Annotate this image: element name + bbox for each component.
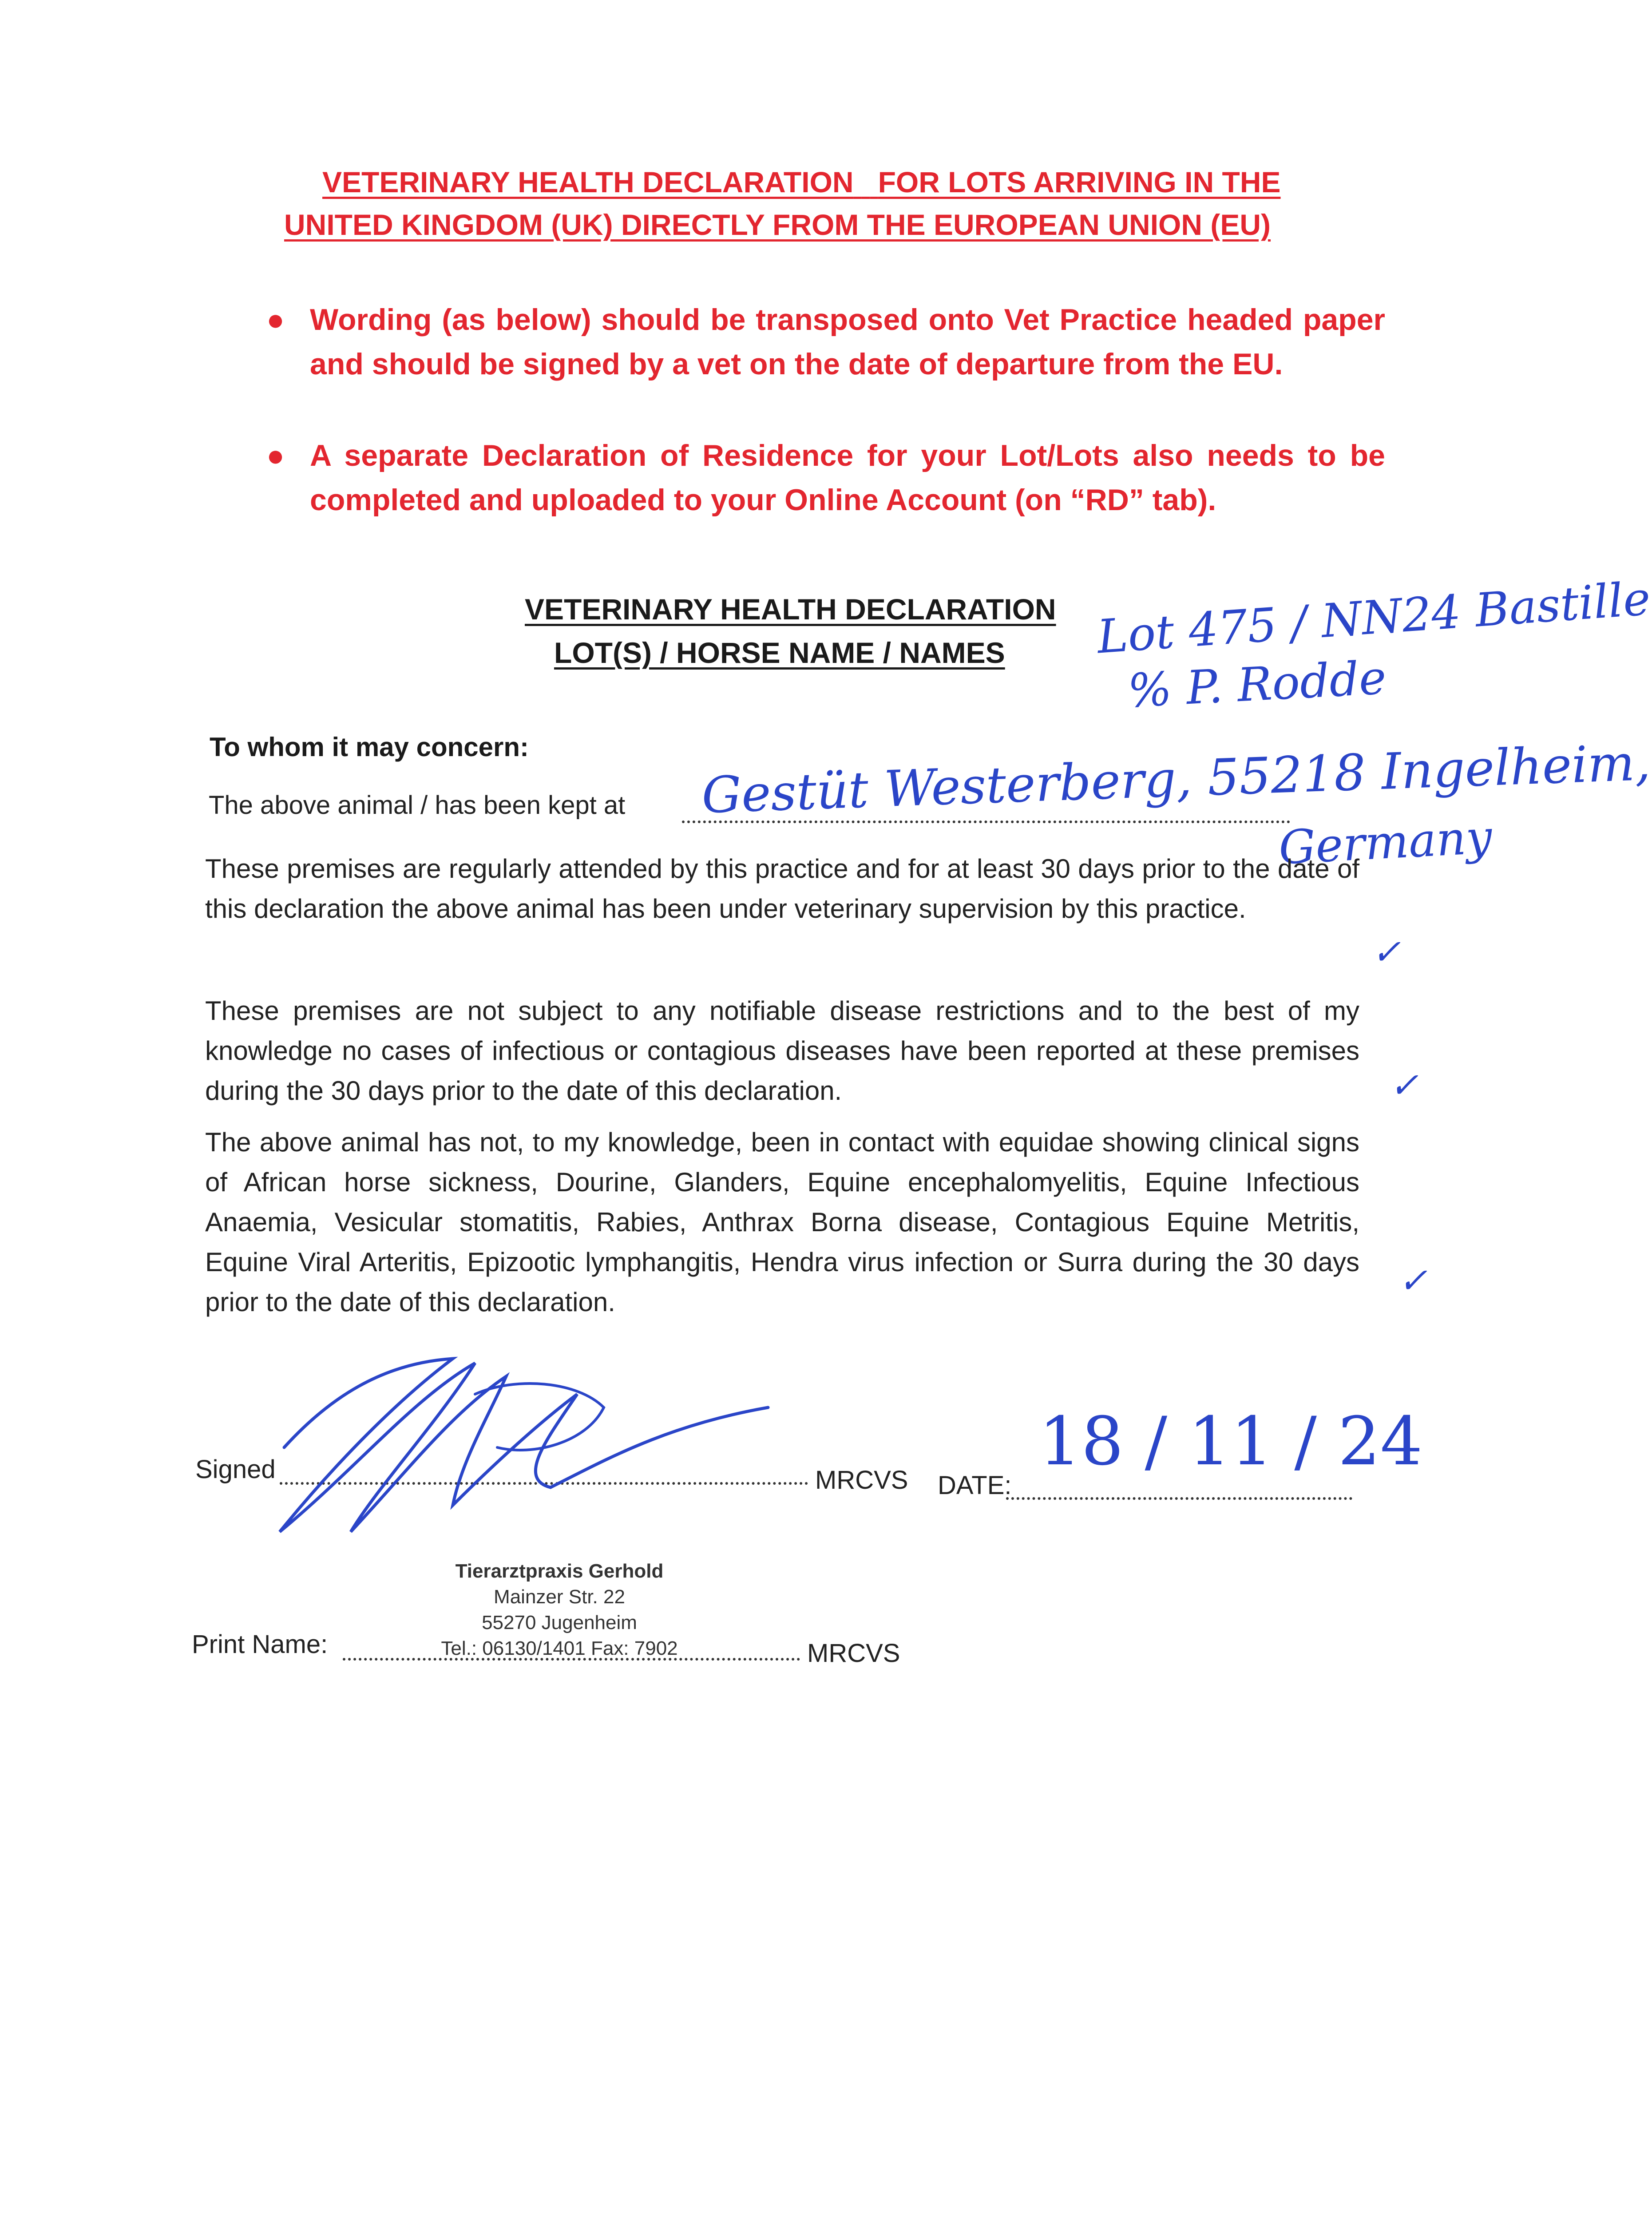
print-name-dotted-line: [343, 1658, 800, 1661]
lot-horse-name-heading: LOT(S) / HORSE NAME / NAMES: [554, 636, 1005, 669]
paragraph-supervision: These premises are regularly attended by this practice and for at least 30 days prior to the date of this declaration the above animal has been under veterinary supervision by this practice.: [205, 854, 1359, 924]
signature-scribble: [266, 1345, 799, 1541]
print-name-label: Print Name:: [192, 1630, 328, 1659]
bullet-text: Wording (as below) should be transposed onto Vet Practice headed paper and should be signed by a vet on the date of departure from the EU.: [310, 303, 1385, 381]
print-name-mrcvs-label: MRCVS: [807, 1639, 900, 1668]
paragraph-disease-restrictions: These premises are not subject to any notifiable disease restrictions and to the best of my knowledge no cases of infectious or contagious diseases have been reported at these premises during the 30 days prior to the date of this declaration.: [205, 996, 1359, 1106]
salutation: To whom it may concern:: [210, 732, 529, 762]
kept-at-label: The above animal / has been kept at: [209, 791, 626, 820]
bullet-icon: ●: [266, 439, 285, 472]
stamp-practice-name: Tierarztpraxis Gerhold: [455, 1560, 664, 1582]
handwritten-date: 18 / 11 / 24: [1039, 1403, 1423, 1480]
bullet-item: [266, 433, 1385, 522]
signature-mrcvs-label: MRCVS: [815, 1466, 908, 1495]
title-line1-part2: FOR LOTS ARRIVING IN THE: [878, 166, 1281, 198]
bullet-text: A separate Declaration of Residence for your Lot/Lots also needs to be completed and uploaded to your Online Account (on “RD” tab).: [310, 439, 1385, 517]
bullet-icon: ●: [266, 303, 285, 337]
title-line1-part1: VETERINARY HEALTH DECLARATION: [322, 166, 854, 198]
date-dotted-line: [1006, 1497, 1352, 1500]
tick-mark-1: ✓: [1372, 932, 1401, 972]
tick-mark-3: ✓: [1398, 1261, 1428, 1301]
handwritten-care-of: % P. Rodde: [1126, 650, 1388, 718]
practice-stamp: [440, 1558, 679, 1661]
handwritten-premises-country: Germany: [1277, 809, 1494, 875]
bullet-item: [266, 297, 1385, 386]
tick-mark-2: ✓: [1390, 1066, 1419, 1106]
declaration-heading: VETERINARY HEALTH DECLARATION: [525, 593, 1056, 626]
stamp-phone-fax: Tel.: 06130/1401 Fax: 7902: [441, 1637, 678, 1659]
handwritten-premises-address: Gestüt Westerberg, 55218 Ingelheim,: [701, 733, 1652, 825]
title-line1: [322, 165, 1281, 199]
stamp-street: Mainzer Str. 22: [494, 1586, 625, 1608]
date-label: DATE:: [938, 1471, 1012, 1500]
stamp-town: 55270 Jugenheim: [482, 1612, 637, 1633]
handwritten-lot-number: Lot 475 / NN24 Bastille: [1095, 571, 1652, 664]
signed-label: Signed: [195, 1455, 276, 1484]
paragraph-disease-contact: The above animal has not, to my knowledge, been in contact with equidae showing clinical signs of African horse sickness, Dourine, Glanders, Equine encephalomyelitis, Equine Infectious Anaemia, Vesicular stomatitis, Rabies, Anthrax Borna disease, Contagious Equine Metritis, Equine Viral Arteritis, Epizootic lymphangitis, Hendra virus infection or Surra during the 30 days prior to the date of this declaration.: [205, 1127, 1359, 1317]
title-line2: UNITED KINGDOM (UK) DIRECTLY FROM THE EUROPEAN UNION (EU): [284, 208, 1271, 241]
